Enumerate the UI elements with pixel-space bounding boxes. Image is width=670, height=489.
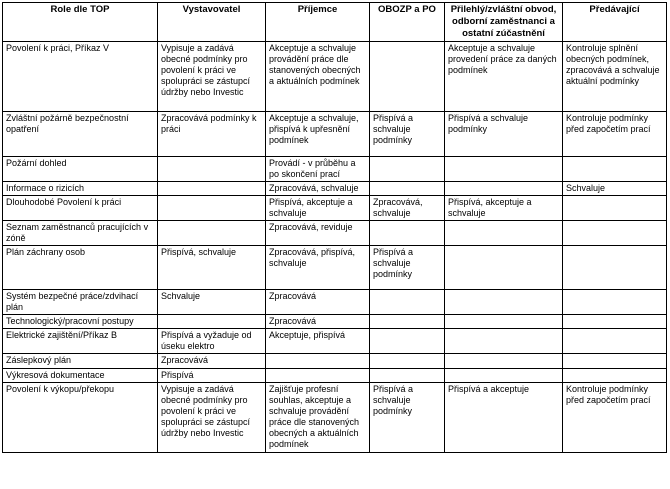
cell-handover	[563, 315, 667, 329]
header-row	[3, 3, 667, 42]
cell-handover	[563, 221, 667, 246]
table-row	[3, 182, 667, 196]
cell-obozp	[370, 42, 445, 112]
cell-handover: Kontroluje podmínky před započetím prací	[563, 383, 667, 453]
cell-adjacent	[445, 290, 563, 315]
cell-recipient: Přispívá, akceptuje a schvaluje	[266, 196, 370, 221]
cell-role: Výkresová dokumentace	[3, 369, 158, 383]
cell-recipient: Provádí - v průběhu a po skončení prací	[266, 157, 370, 182]
cell-role: Plán záchrany osob	[3, 246, 158, 290]
cell-obozp: Přispívá a schvaluje podmínky	[370, 246, 445, 290]
cell-recipient: Akceptuje, přispívá	[266, 329, 370, 354]
cell-handover	[563, 369, 667, 383]
cell-adjacent: Přispívá a schvaluje podmínky	[445, 112, 563, 157]
cell-handover	[563, 196, 667, 221]
cell-obozp	[370, 157, 445, 182]
cell-obozp	[370, 354, 445, 369]
roles-table	[2, 2, 667, 453]
cell-issuer	[158, 182, 266, 196]
header-recipient: Příjemce	[266, 3, 370, 42]
cell-adjacent	[445, 182, 563, 196]
cell-issuer: Schvaluje	[158, 290, 266, 315]
table-row	[3, 246, 667, 290]
header-role: Role dle TOP	[3, 3, 158, 42]
cell-recipient: Zpracovává	[266, 315, 370, 329]
header-handover: Předávající	[563, 3, 667, 42]
cell-adjacent: Akceptuje a schvaluje provedení práce za daných podmínek	[445, 42, 563, 112]
cell-role: Technologický/pracovní postupy	[3, 315, 158, 329]
cell-role: Zvláštní požárně bezpečnostní opatření	[3, 112, 158, 157]
cell-recipient: Zpracovává, schvaluje	[266, 182, 370, 196]
cell-obozp: Zpracovává, schvaluje	[370, 196, 445, 221]
cell-role: Seznam zaměstnanců pracujících v zóně	[3, 221, 158, 246]
cell-adjacent	[445, 246, 563, 290]
table-row	[3, 196, 667, 221]
cell-issuer: Přispívá a vyžaduje od úseku elektro	[158, 329, 266, 354]
cell-role: Požární dohled	[3, 157, 158, 182]
table-row	[3, 290, 667, 315]
cell-recipient: Akceptuje a schvaluje, přispívá k upřesnění podmínek	[266, 112, 370, 157]
table-row	[3, 42, 667, 112]
cell-obozp: Přispívá a schvaluje podmínky	[370, 383, 445, 453]
cell-obozp: Přispívá a schvaluje podmínky	[370, 112, 445, 157]
cell-role: Informace o rizicích	[3, 182, 158, 196]
cell-issuer: Přispívá	[158, 369, 266, 383]
table-row	[3, 221, 667, 246]
cell-role: Povolení k práci, Příkaz V	[3, 42, 158, 112]
cell-recipient	[266, 354, 370, 369]
table-row	[3, 315, 667, 329]
cell-recipient	[266, 369, 370, 383]
cell-recipient: Zajišťuje profesní souhlas, akceptuje a schvaluje provádění práce dle stanovených obecných a aktuálních podmínek	[266, 383, 370, 453]
cell-adjacent	[445, 315, 563, 329]
table-row	[3, 112, 667, 157]
header-issuer: Vystavovatel	[158, 3, 266, 42]
table-row	[3, 383, 667, 453]
cell-issuer	[158, 157, 266, 182]
cell-handover: Kontroluje podmínky před započetím prací	[563, 112, 667, 157]
table-row	[3, 369, 667, 383]
cell-adjacent	[445, 157, 563, 182]
cell-obozp	[370, 221, 445, 246]
cell-adjacent	[445, 221, 563, 246]
cell-role: Povolení k výkopu/překopu	[3, 383, 158, 453]
table-row	[3, 354, 667, 369]
cell-issuer: Vypisuje a zadává obecné podmínky pro povolení k práci ve spolupráci se zástupcí údržby nebo Investic	[158, 383, 266, 453]
table-row	[3, 329, 667, 354]
cell-issuer: Přispívá, schvaluje	[158, 246, 266, 290]
cell-recipient: Zpracovává, reviduje	[266, 221, 370, 246]
cell-issuer: Zpracovává podmínky k práci	[158, 112, 266, 157]
header-obozp: OBOZP a PO	[370, 3, 445, 42]
table-row	[3, 157, 667, 182]
cell-adjacent	[445, 369, 563, 383]
cell-adjacent	[445, 354, 563, 369]
cell-obozp	[370, 315, 445, 329]
cell-obozp	[370, 329, 445, 354]
cell-adjacent	[445, 329, 563, 354]
cell-role: Elektrické zajištění/Příkaz B	[3, 329, 158, 354]
cell-handover	[563, 246, 667, 290]
cell-obozp	[370, 369, 445, 383]
cell-role: Záslepkový plán	[3, 354, 158, 369]
cell-obozp	[370, 182, 445, 196]
cell-recipient: Zpracovává	[266, 290, 370, 315]
cell-issuer	[158, 315, 266, 329]
cell-adjacent: Přispívá, akceptuje a schvaluje	[445, 196, 563, 221]
cell-handover	[563, 157, 667, 182]
cell-handover: Schvaluje	[563, 182, 667, 196]
cell-issuer	[158, 196, 266, 221]
cell-handover	[563, 290, 667, 315]
cell-issuer	[158, 221, 266, 246]
cell-handover	[563, 354, 667, 369]
cell-issuer: Zpracovává	[158, 354, 266, 369]
cell-issuer: Vypisuje a zadává obecné podmínky pro povolení k práci ve spolupráci se zástupcí údržby nebo Investic	[158, 42, 266, 112]
cell-obozp	[370, 290, 445, 315]
cell-handover: Kontroluje splnění obecných podmínek, zpracovává a schvaluje aktuální podmínky	[563, 42, 667, 112]
cell-recipient: Akceptuje a schvaluje provádění práce dle stanovených obecných a aktuálních podmínek	[266, 42, 370, 112]
cell-role: Systém bezpečné práce/zdvihací plán	[3, 290, 158, 315]
cell-adjacent: Přispívá a akceptuje	[445, 383, 563, 453]
cell-recipient: Zpracovává, přispívá, schvaluje	[266, 246, 370, 290]
cell-role: Dlouhodobé Povolení k práci	[3, 196, 158, 221]
cell-handover	[563, 329, 667, 354]
header-adjacent: Přilehlý/zvláštní obvod, odborní zaměstnanci a ostatní zúčastnění	[445, 3, 563, 42]
